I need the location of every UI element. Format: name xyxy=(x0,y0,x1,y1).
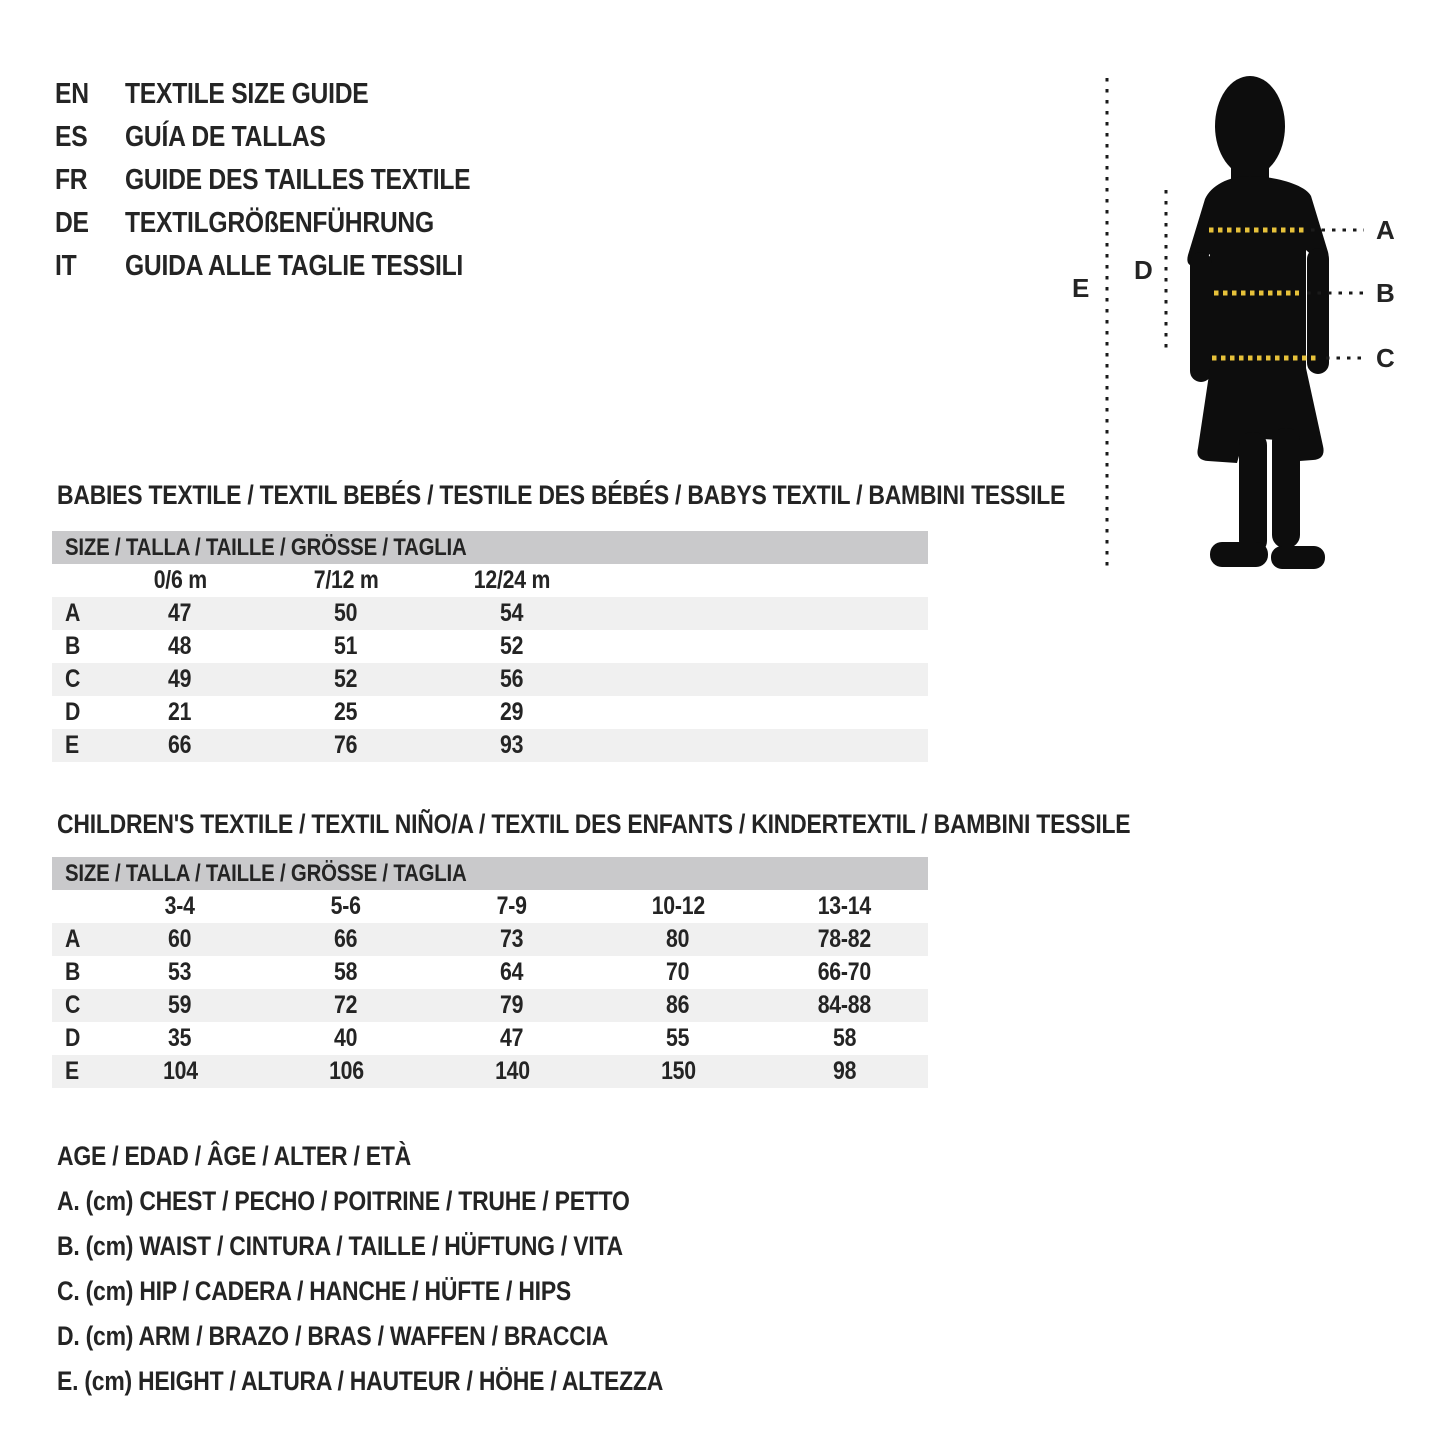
cell-value xyxy=(429,989,595,1022)
column-header-text: 0/6 m xyxy=(153,566,207,594)
legend-text: D. (cm) ARM / BRAZO / BRAS / WAFFEN / BRACCIA xyxy=(57,1321,609,1351)
cell-value xyxy=(595,630,761,663)
cell-value xyxy=(761,956,928,989)
table-row-a xyxy=(52,597,928,630)
cell-value xyxy=(761,1022,928,1055)
language-row-fr xyxy=(55,159,531,202)
cell-value xyxy=(97,956,263,989)
cell-value-text: 78-82 xyxy=(817,925,872,953)
legend-text: B. (cm) WAIST / CINTURA / TAILLE / HÜFTUNG / VITA xyxy=(57,1231,623,1261)
cell-value xyxy=(263,630,429,663)
language-code xyxy=(55,121,125,154)
corner-cell xyxy=(52,564,97,597)
row-label xyxy=(52,923,97,956)
legend-line-a-chest xyxy=(57,1179,770,1224)
cell-value xyxy=(97,597,263,630)
language-code xyxy=(55,78,125,111)
children-section-title xyxy=(57,809,1320,839)
table-row-b xyxy=(52,630,928,663)
figure-label-e: E xyxy=(1072,273,1090,303)
column-header xyxy=(263,890,429,923)
cell-value-text: 79 xyxy=(500,991,524,1019)
cell-value xyxy=(761,696,928,729)
cell-value xyxy=(429,923,595,956)
cell-value-text: 70 xyxy=(666,958,690,986)
corner-cell xyxy=(52,890,97,923)
row-label xyxy=(52,1055,97,1088)
cell-value xyxy=(263,729,429,762)
cell-value xyxy=(429,663,595,696)
column-header xyxy=(429,890,595,923)
column-header xyxy=(97,890,263,923)
column-header xyxy=(761,890,928,923)
cell-value xyxy=(263,696,429,729)
cell-value-text: 50 xyxy=(334,599,358,627)
cell-value-text: 52 xyxy=(334,665,358,693)
size-header-text: SIZE / TALLA / TAILLE / GRÖSSE / TAGLIA xyxy=(65,860,467,887)
legend-line-c-hip xyxy=(57,1269,770,1314)
cell-value-text: 25 xyxy=(334,698,358,726)
cell-value-text: 35 xyxy=(168,1024,192,1052)
row-label-text: E xyxy=(65,731,79,759)
table-row-c xyxy=(52,989,928,1022)
cell-value-text: 93 xyxy=(500,731,524,759)
cell-value-text: 29 xyxy=(500,698,524,726)
babies-column-header-row xyxy=(52,564,928,597)
cell-value xyxy=(429,729,595,762)
table-row-a xyxy=(52,923,928,956)
table-row-c xyxy=(52,663,928,696)
babies-section-title-text: BABIES TEXTILE / TEXTIL BEBÉS / TESTILE DES BÉBÉS / BABYS TEXTIL / BAMBINI TESSILE xyxy=(57,480,1066,510)
cell-value-text: 59 xyxy=(168,991,192,1019)
cell-value-text: 47 xyxy=(500,1024,524,1052)
column-header xyxy=(429,564,595,597)
legend-line-b-waist xyxy=(57,1224,770,1269)
row-label xyxy=(52,597,97,630)
children-size-header-bar xyxy=(52,857,928,890)
cell-value xyxy=(595,989,761,1022)
language-title xyxy=(125,78,531,111)
column-header-text: 3-4 xyxy=(164,892,196,920)
cell-value xyxy=(761,923,928,956)
row-label xyxy=(52,630,97,663)
cell-value xyxy=(761,663,928,696)
column-header xyxy=(263,564,429,597)
cell-value xyxy=(761,630,928,663)
language-code-text: DE xyxy=(55,207,89,239)
cell-value xyxy=(429,597,595,630)
babies-table xyxy=(52,564,928,762)
cell-value xyxy=(595,1055,761,1088)
cell-value xyxy=(761,1055,928,1088)
table-row-d xyxy=(52,696,928,729)
cell-value xyxy=(595,923,761,956)
cell-value xyxy=(429,1022,595,1055)
cell-value xyxy=(263,923,429,956)
cell-value-text: 53 xyxy=(168,958,192,986)
cell-value-text: 64 xyxy=(500,958,524,986)
cell-value xyxy=(263,956,429,989)
cell-value xyxy=(761,597,928,630)
cell-value xyxy=(761,729,928,762)
cell-value xyxy=(263,597,429,630)
column-header-text: 7/12 m xyxy=(313,566,379,594)
cell-value xyxy=(97,696,263,729)
language-code-text: EN xyxy=(55,78,89,110)
cell-value xyxy=(97,1055,263,1088)
row-label-text: A xyxy=(65,599,81,627)
language-title xyxy=(125,207,531,240)
cell-value xyxy=(97,989,263,1022)
cell-value xyxy=(429,696,595,729)
cell-value-text: 66-70 xyxy=(817,958,872,986)
cell-value-text: 52 xyxy=(500,632,524,660)
row-label-text: D xyxy=(65,1024,81,1052)
row-label-text: B xyxy=(65,958,81,986)
babies-section-title xyxy=(57,480,1243,510)
figure-label-c: C xyxy=(1376,343,1395,373)
language-title xyxy=(125,250,531,283)
children-section-title-text: CHILDREN'S TEXTILE / TEXTIL NIÑO/A / TEXTIL DES ENFANTS / KINDERTEXTIL / BAMBINI TESSILE xyxy=(57,809,1131,839)
cell-value xyxy=(595,696,761,729)
row-label xyxy=(52,989,97,1022)
cell-value xyxy=(263,989,429,1022)
cell-value xyxy=(595,1022,761,1055)
table-row-d xyxy=(52,1022,928,1055)
row-label xyxy=(52,663,97,696)
column-header xyxy=(595,564,761,597)
cell-value-text: 58 xyxy=(334,958,358,986)
cell-value-text: 55 xyxy=(666,1024,690,1052)
cell-value xyxy=(97,663,263,696)
column-header-text: 10-12 xyxy=(651,892,705,920)
figure-label-d: D xyxy=(1134,255,1153,285)
cell-value-text: 66 xyxy=(168,731,192,759)
cell-value-text: 72 xyxy=(334,991,358,1019)
cell-value xyxy=(429,1055,595,1088)
legend-line-age xyxy=(57,1134,770,1179)
cell-value-text: 86 xyxy=(666,991,690,1019)
cell-value xyxy=(429,956,595,989)
legend-text: E. (cm) HEIGHT / ALTURA / HAUTEUR / HÖHE / ALTEZZA xyxy=(57,1366,664,1396)
cell-value-text: 106 xyxy=(328,1057,364,1085)
language-row-it xyxy=(55,245,531,288)
cell-value xyxy=(263,1022,429,1055)
legend-line-e-height xyxy=(57,1359,770,1404)
language-title-text: TEXTILGRÖßENFÜHRUNG xyxy=(125,207,434,239)
column-header-text: 13-14 xyxy=(817,892,872,920)
size-header-text: SIZE / TALLA / TAILLE / GRÖSSE / TAGLIA xyxy=(65,534,467,561)
table-row-e xyxy=(52,729,928,762)
legend-text: AGE / EDAD / ÂGE / ALTER / ETÀ xyxy=(57,1141,411,1171)
language-title-text: GUIDA ALLE TAGLIE TESSILI xyxy=(125,250,464,282)
table-row-b xyxy=(52,956,928,989)
cell-value xyxy=(761,989,928,1022)
cell-value-text: 104 xyxy=(162,1057,198,1085)
legend-text: A. (cm) CHEST / PECHO / POITRINE / TRUHE / PETTO xyxy=(57,1186,630,1216)
cell-value xyxy=(429,630,595,663)
cell-value xyxy=(595,956,761,989)
language-row-de xyxy=(55,202,531,245)
language-row-es xyxy=(55,116,531,159)
row-label-text: C xyxy=(65,991,81,1019)
cell-value-text: 66 xyxy=(334,925,358,953)
row-label xyxy=(52,1022,97,1055)
language-code-text: FR xyxy=(55,164,88,196)
cell-value xyxy=(263,1055,429,1088)
column-header-text: 12/24 m xyxy=(473,566,551,594)
cell-value-text: 49 xyxy=(168,665,192,693)
column-header xyxy=(761,564,928,597)
measurement-legend xyxy=(57,1134,770,1404)
babies-size-table xyxy=(52,531,928,762)
cell-value-text: 98 xyxy=(832,1057,857,1085)
cell-value xyxy=(263,663,429,696)
cell-value xyxy=(97,630,263,663)
cell-value-text: 76 xyxy=(334,731,358,759)
cell-value-text: 60 xyxy=(168,925,192,953)
figure-label-b: B xyxy=(1376,278,1395,308)
cell-value-text: 58 xyxy=(832,1024,857,1052)
cell-value-text: 84-88 xyxy=(817,991,872,1019)
cell-value-text: 56 xyxy=(500,665,524,693)
children-size-table xyxy=(52,857,928,1088)
column-header-text: 7-9 xyxy=(496,892,528,920)
cell-value xyxy=(97,729,263,762)
cell-value-text: 21 xyxy=(168,698,192,726)
language-title-block xyxy=(55,73,531,288)
row-label xyxy=(52,956,97,989)
language-code xyxy=(55,250,125,283)
cell-value xyxy=(97,1022,263,1055)
language-code xyxy=(55,207,125,240)
column-header xyxy=(97,564,263,597)
language-row-en xyxy=(55,73,531,116)
language-title xyxy=(125,121,531,154)
cell-value xyxy=(595,663,761,696)
figure-label-a: A xyxy=(1376,215,1395,245)
language-title-text: TEXTILE SIZE GUIDE xyxy=(125,78,369,110)
cell-value-text: 51 xyxy=(334,632,358,660)
language-code xyxy=(55,164,125,197)
cell-value xyxy=(595,597,761,630)
row-label-text: C xyxy=(65,665,81,693)
language-title-text: GUÍA DE TALLAS xyxy=(125,121,326,153)
legend-text: C. (cm) HIP / CADERA / HANCHE / HÜFTE / HIPS xyxy=(57,1276,571,1306)
cell-value xyxy=(97,923,263,956)
cell-value-text: 40 xyxy=(334,1024,358,1052)
row-label xyxy=(52,729,97,762)
table-row-e xyxy=(52,1055,928,1088)
cell-value-text: 150 xyxy=(660,1057,696,1085)
cell-value xyxy=(595,729,761,762)
row-label-text: B xyxy=(65,632,81,660)
cell-value-text: 48 xyxy=(168,632,192,660)
children-table xyxy=(52,890,928,1088)
language-code-text: ES xyxy=(55,121,88,153)
row-label-text: D xyxy=(65,698,81,726)
column-header xyxy=(595,890,761,923)
row-label xyxy=(52,696,97,729)
column-header-text: 5-6 xyxy=(330,892,362,920)
cell-value-text: 47 xyxy=(168,599,192,627)
legend-line-d-arm xyxy=(57,1314,770,1359)
children-column-header-row xyxy=(52,890,928,923)
language-title-text: GUIDE DES TAILLES TEXTILE xyxy=(125,164,471,196)
babies-size-header-bar xyxy=(52,531,928,564)
cell-value-text: 140 xyxy=(494,1057,530,1085)
cell-value-text: 54 xyxy=(500,599,524,627)
cell-value-text: 80 xyxy=(666,925,690,953)
row-label-text: A xyxy=(65,925,81,953)
language-title xyxy=(125,164,531,197)
language-code-text: IT xyxy=(55,250,77,282)
row-label-text: E xyxy=(65,1057,79,1085)
cell-value-text: 73 xyxy=(500,925,524,953)
